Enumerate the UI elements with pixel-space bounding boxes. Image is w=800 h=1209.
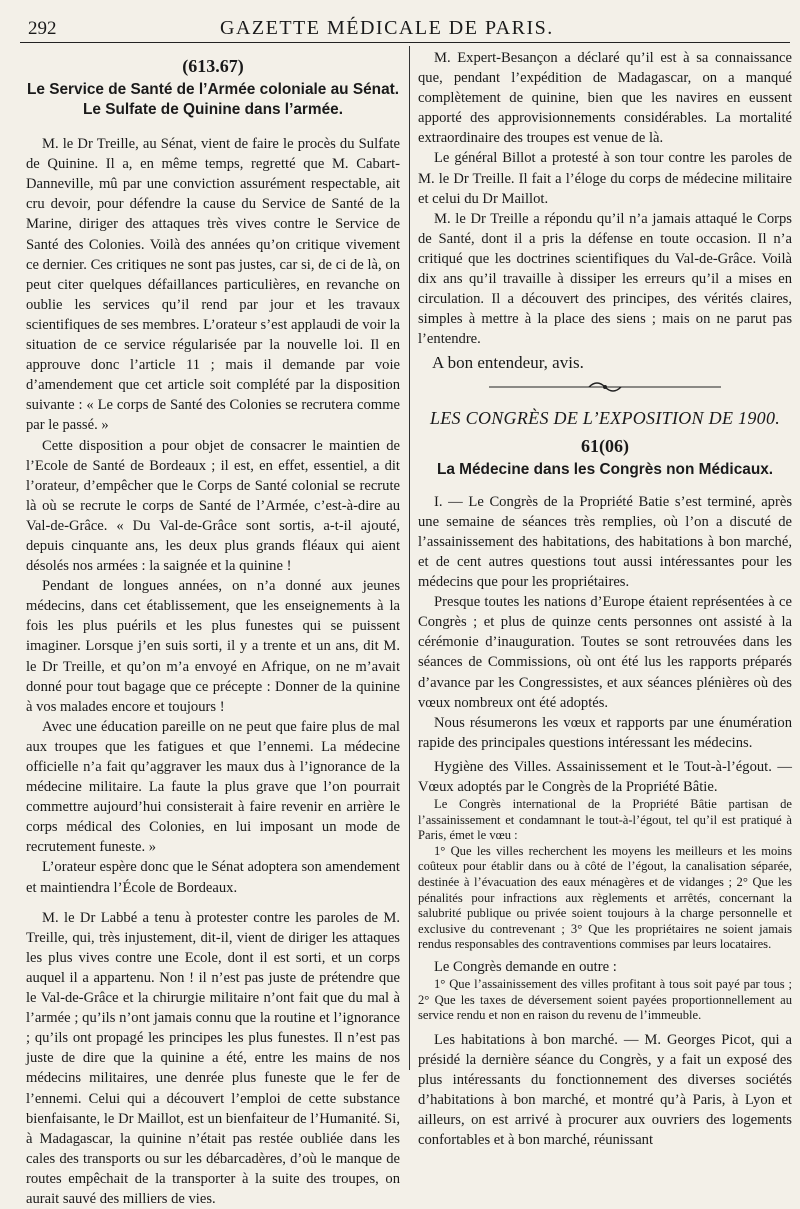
paragraph: Le Congrès demande en outre : — [434, 959, 617, 976]
paragraph: Hygiène des Villes. Assainissement et le Tout-à-l’égout. — Vœux adoptés par le Congrès de la Propriété Bâtie. — [418, 758, 792, 795]
right-column — [418, 48, 792, 1150]
paragraph: M. Expert-Besançon a déclaré qu’il est à sa connaissance que, pendant l’expédition de Madagascar, on a manqué complètement de quinine, bien que les navires en eussent apporté des approvisionnements considérables. La mortalité extraordinaire des troupes est venue de là. — [418, 50, 792, 147]
paragraph: Presque toutes les nations d’Europe étaient représentées à ce Congrès ; et plus de quinze cents personnes ont assisté à la cérémonie d’inauguration. Toutes se sont retrouvées dans les séances de Commissions, où ont été lus les rapports préparés d’avance par les Congressistes, et aux séances plénières où des vœux nombreux ont été adoptés. — [418, 594, 792, 711]
vote-text: 1° Que les villes recherchent les moyens les meilleurs et les moins coûteux pour établir dans ou à côté de l’égout, la canalisation séparée, destinée à l’évacuation des eaux ménagères et de vidanges ; 2° Que les pénalités pour infractions aux règlements et arrêtés, concernant la salubrité publique ou privée soient toujours à la charge personnelle et exclusive du contrevenant ; 3° Que les propriétaires ne soient jamais rendus responsables des contraventions commises par leurs locataires. — [418, 843, 792, 952]
paragraph: M. le Dr Labbé a tenu à protester contre les paroles de M. Treille, qui, très injustement, dit-il, vient de diriger les attaques les plus vives contre une Ecole, dont il est sorti, et un corps auquel il a appartenu. Non ! il n’est pas juste de prétendre que le Val-de-Grâce et la chirurgie militaire n’ont fait que du mal à l’armée ; qu’ils n’ont jamais connu que la routine et l’ignorance ; qu’ils ont propagé les principes les plus funestes. Il n’est pas juste de dire que la quinine a été, entre les mains de nos médecins militaires, une denrée plus funeste que le fer de l’ennemi. Celui qui a découvert l’emploi de cette substance bienfaisante, le Dr Maillot, est un bienfaiteur de l’Humanité. Si, à Madagascar, la quinine n’était pas restée oubliée dans les cales des transports ou sur les débarcadères, d’où le manque de routes empêchait de la transporter à la suite des troupes, on aurait sauvé des milliers de vies. — [26, 909, 400, 1207]
column-divider — [409, 46, 410, 1070]
journal-title: GAZETTE MÉDICALE DE PARIS. — [220, 17, 554, 39]
page-number: 292 — [28, 18, 57, 39]
vote-text: 1° Que l’assainissement des villes profitant à tous soit payé par tous ; 2° Que les taxes de déversement soient payées proportionnellement au service rendu et non en raison du revenu de l’immeuble. — [418, 977, 792, 1023]
paragraph: Avec une éducation pareille on ne peut que faire plus de mal aux troupes que les fatigues et que l’ennemi. La médecine officielle n’a fait qu’aggraver les maux dus à l’ignorance de la médecine militaire. La faute la plus grave que l’on pourrait commettre aujourd’hui consisterait à faire revenir en arrière le corps médical des Colonies, en lui imposant un mode de recrutement funeste. » — [26, 718, 400, 856]
paragraph: Le général Billot a protesté à son tour contre les paroles de M. le Dr Treille. Il fait a l’éloge du corps de médecine militaire et celui du Dr Maillot. — [418, 150, 792, 207]
paragraph: M. le Dr Treille, au Sénat, vient de faire le procès du Sulfate de Quinine. Il a, en même temps, regretté que M. Cabart-Danneville, mû par une conviction assurément respectable, ait cru devoir, pour défendre la cause du Service de Santé de la Marine, diriger des attaques très vives contre le Service de Santé des Colonies. Voilà des années qu’on critique vivement ce dernier. Ces critiques ne sont pas justes, car si, de ci de là, on peut citer quelques défaillances particulières, en revanche on oublie les services qu’il rend par jour et les travaux scientifiques de ses membres. L’orateur s’est applaudi de voir la situation de ce service régularisée par la nouvelle loi. Il en approuve donc l’article 11 ; mais il demande par voie d’amendement que cet article soit complété par la disposition suivante : « Le corps de Santé des Colonies se recrutera comme par le passé. » — [26, 136, 400, 434]
article-number: (613.67) — [182, 56, 244, 76]
paragraph: Cette disposition a pour objet de consacrer le maintien de l’Ecole de Santé de Bordeaux ; il est, en effet, essentiel, a dit l’orateur, d’empêcher que le Corps de Santé colonial se recrute là où se recrute le corps de Santé de l’Armée, c’est-à-dire au Val-de-Grâce. « Du Val-de-Grâce sont sortis, a-t-il ajouté, depuis cinquante ans, les deux plus grands fléaux qui aient désolés nos armées : la saignée et la quinine ! — [26, 437, 400, 575]
left-column — [26, 48, 400, 1209]
vote-text: Le Congrès international de la Propriété Bâtie partisan de l’assainissement et condamnant le tout-à-l’égout, tel qu’il est pratiqué à Paris, émet le vœu : — [418, 797, 792, 843]
section-title: LES CONGRÈS DE L’EXPOSITION DE 1900. — [429, 407, 781, 428]
paragraph: Nous résumerons les vœux et rapports par une énumération rapide des principales questions intéressant les médecins. — [418, 714, 792, 751]
ornament-divider — [485, 380, 725, 394]
closing-line: A bon entendeur, avis. — [432, 353, 584, 373]
article-subheading: Le Sulfate de Quinine dans l’armée. — [82, 101, 343, 119]
paragraph: M. le Dr Treille a répondu qu’il n’a jamais attaqué le Corps de Santé, dont il a pris la défense en toute occasion. Il n’a critiqué que les doctrines scientifiques du Val-de-Grâce. Voilà dix ans qu’il travaille à dissiper les erreurs qu’il a mises en circulation. Il a découvert des principes, des vérités claires, simples à mettre à la place des siens ; mais on ne parut pas l’entendre. — [418, 210, 792, 348]
paragraph: L’orateur espère donc que le Sénat adoptera son amendement et maintiendra l’École de Bordeaux. — [26, 859, 400, 896]
paragraph: Les habitations à bon marché. — M. Georges Picot, qui a présidé la dernière séance du Congrès, y a fait un exposé des plus intéressants du fonctionnement des diverses sociétés d’habitations à bon marché, et montré qu’à Paris, à Lyon et ailleurs, on est arrivé à procurer aux ouvriers des logements confortables et à bon marché, réunissant — [418, 1031, 792, 1149]
paragraph: I. — Le Congrès de la Propriété Batie s’est terminé, après une semaine de séances très remplies, où l’on a discuté de l’assainissement des habitations, des habitations à bon marché, et de cent autres questions tout aussi intéressantes pour les médecins que pour les propriétaires. — [418, 493, 792, 591]
article-number: 61(06) — [581, 435, 629, 456]
paragraph: Pendant de longues années, on n’a donné aux jeunes médecins, dans cet établissement, que les enseignements à la fois les plus puérils et les plus funestes qui se puissent imaginer. Lorsque j’en suis sorti, il y a trente et un ans, dit M. le Dr Treille, et qu’on m’a envoyé en Afrique, on ne m’avait donné pour tout bagage que ce précepte : Donner de la quinine à vos malades encore et toujours ! — [26, 578, 400, 715]
article-heading: La Médecine dans les Congrès non Médicaux. — [436, 460, 774, 478]
article-heading: Le Service de Santé de l’Armée coloniale au Sénat. — [26, 81, 400, 99]
page-header — [20, 12, 790, 43]
